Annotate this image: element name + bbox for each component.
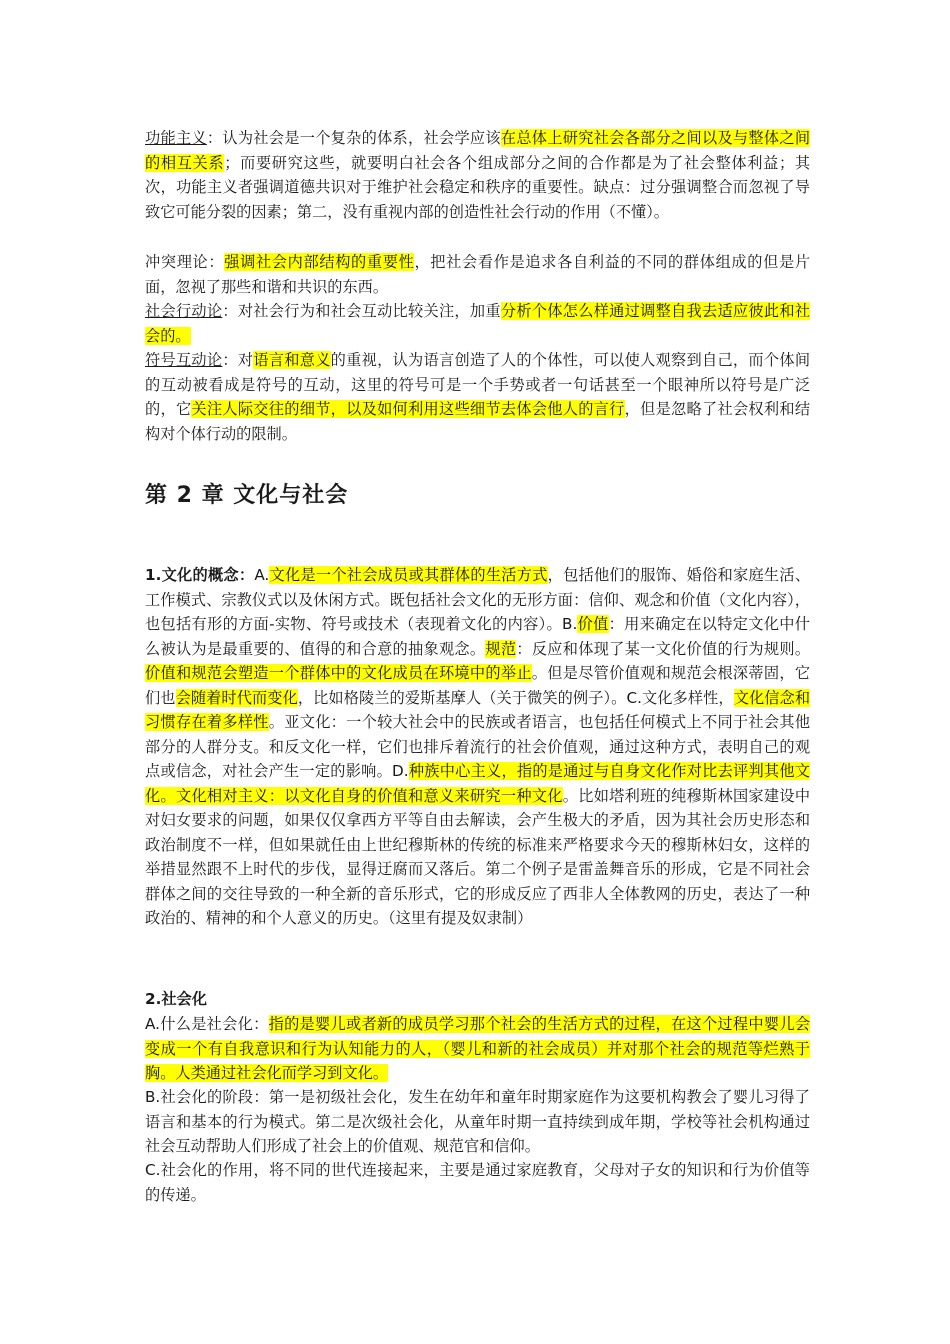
- text-run: 的重视，认为语言创造了人的个体性，可以使人观察到自己，而个体间的互动被看成是符号的互动，这里的符号可是一个手势或者一句话甚至一个眼神所以符号是广泛的，它: [145, 351, 811, 418]
- highlight: 语言和意义: [253, 351, 331, 369]
- highlight: 强调社会内部结构的重要性: [224, 253, 415, 271]
- text-run: 。亚文化：一个较大社会中的民族或者语言，也包括任何模式上不同于社会其他部分的人群分支。和反文化一样，它们也排斥着流行的社会价值观，通过这种方式，表明自己的观点或信念，对社会产生一定的影响。D.: [145, 713, 811, 780]
- paragraph-conflict-theory: [145, 250, 810, 299]
- paragraph-socialization-role: C.社会化的作用，将不同的世代连接起来，主要是通过家庭教育，父母对子女的知识和行为价值等的传递。: [145, 1161, 810, 1204]
- text-run: ：反应和体现了某一文化价值的行为规则。: [516, 639, 811, 658]
- highlight: 价值和规范会塑造一个群体中的文化成员在环境中的举止: [145, 664, 532, 682]
- text-run: 。比如塔利班的纯穆斯林国家建设中对妇女要求的问题，如果仅仅拿西方平等自由去解读，会产生极大的矛盾，因为其社会历史形态和政治制度不一样，但如果就任由上世纪穆斯林的传统的标准来严格要求今天的穆斯林妇女，这样的举措显然跟不上时代的步伐，显得迂腐而又落后。第二个例子是雷盖舞音乐的形成，它是不同社会群体之间的交往导致的一种全新的音乐形式，它的形成反应了西非人全体教网的历史，表达了一种政治的、精神的和个人意义的历史。（这里有提及奴隶制）: [145, 786, 811, 927]
- highlight: 价值: [577, 615, 609, 633]
- text-run: 。但是尽管价值观和规范会根深蒂固，它们也: [145, 664, 811, 707]
- highlight: 在总体上研究社会各部分之间以及与整体之间的相互关系: [145, 129, 811, 172]
- chapter-title: 第 2 章 文化与社会: [145, 483, 349, 508]
- highlight: 文化是一个社会成员或其群体的生活方式: [269, 566, 548, 584]
- highlight: 分析个体怎么样通过调整自我去适应彼此和社会的。: [145, 302, 811, 345]
- paragraph-symbolic-interaction: [145, 348, 810, 446]
- text-run: A.: [254, 566, 270, 584]
- paragraph-socialization-stages: B.社会化的阶段：第一是初级社会化，发生在幼年和童年时期家庭作为这要机构教会了婴儿习得了语言和基本的行为模式。第二是次级社会化，从童年时期一直持续到成年期，学校等社会机构通过社会互动帮助人们形成了社会上的价值观、规范官和信仰。: [145, 1088, 810, 1155]
- text-run: ，包括他们的服饰、婚俗和家庭生活、工作模式、宗教仪式以及休闲方式。既包括社会文化的无形方面：信仰、观念和价值（文化内容），也包括有形的方面-实物、符号或技术（表现着文化的内容）。B.: [145, 566, 811, 633]
- highlight: 指的是婴儿或者新的成员学习那个社会的生活方式的过程，在这个过程中婴儿会变成一个有自我意识和行为认知能力的人，（婴儿和新的社会成员）并对那个社会的规范等烂熟于胸。人类通过社会化而学习到文化。: [145, 1015, 811, 1082]
- paragraph-socialization-definition: [145, 1012, 810, 1086]
- text-run: ，但是忽略了社会权利和结构对个体行动的限制。: [145, 400, 811, 443]
- text-run: ，把社会看作是追求各自利益的不同的群体组成的但是片面，忽视了那些和谐和共识的东西。: [145, 253, 811, 296]
- highlight: 关注人际交往的细节，以及如何利用这些细节去体会他人的言行: [191, 400, 625, 418]
- text-run: ；而要研究这些，就要明白社会各个组成部分之间的合作都是为了社会整体利益；其次，功能主义者强调道德共识对于维护社会稳定和秩序的重要性。缺点：过分强调整合而忽视了导致它可能分裂的因素；第二，没有重视内部的创造性社会行动的作用（不懂）。: [145, 153, 811, 221]
- section-heading-culture: 1.文化的概念：: [145, 566, 255, 584]
- term-symbolic-interaction: 符号互动论: [145, 351, 223, 369]
- highlight: 会随着时代而变化: [175, 688, 298, 707]
- highlight: 种族中心主义，指的是通过与自身文化作对比去评判其他文化。文化相对主义：以文化自身的价值和意义来研究一种文化: [145, 762, 810, 805]
- highlight: 文化信念和习惯存在着多样性: [145, 688, 811, 731]
- section-heading-socialization: 2.社会化: [145, 990, 207, 1008]
- paragraph-social-action: [145, 299, 810, 348]
- text-run: ：用来确定在以特定文化中什么被认为是最重要的、值得的和合意的抽象观念。: [145, 615, 810, 658]
- text-run: ：对: [222, 351, 254, 369]
- text-run: ：对社会行为和社会互动比较关注，加重: [222, 302, 501, 320]
- text-run: ：认为社会是一个复杂的体系，社会学应该: [206, 129, 501, 147]
- term-functionalism: 功能主义: [145, 129, 207, 147]
- text-run: ，比如格陵兰的爱斯基摩人（关于微笑的例子）。C.文化多样性，: [297, 688, 734, 707]
- text-run: A.什么是社会化：: [145, 1015, 269, 1033]
- term-social-action: 社会行动论: [145, 302, 223, 320]
- term-conflict-theory: 冲突理论：: [145, 253, 225, 271]
- highlight: 规范: [485, 639, 517, 658]
- paragraph-functionalism: [145, 126, 810, 224]
- paragraph-culture-concept: [145, 563, 810, 931]
